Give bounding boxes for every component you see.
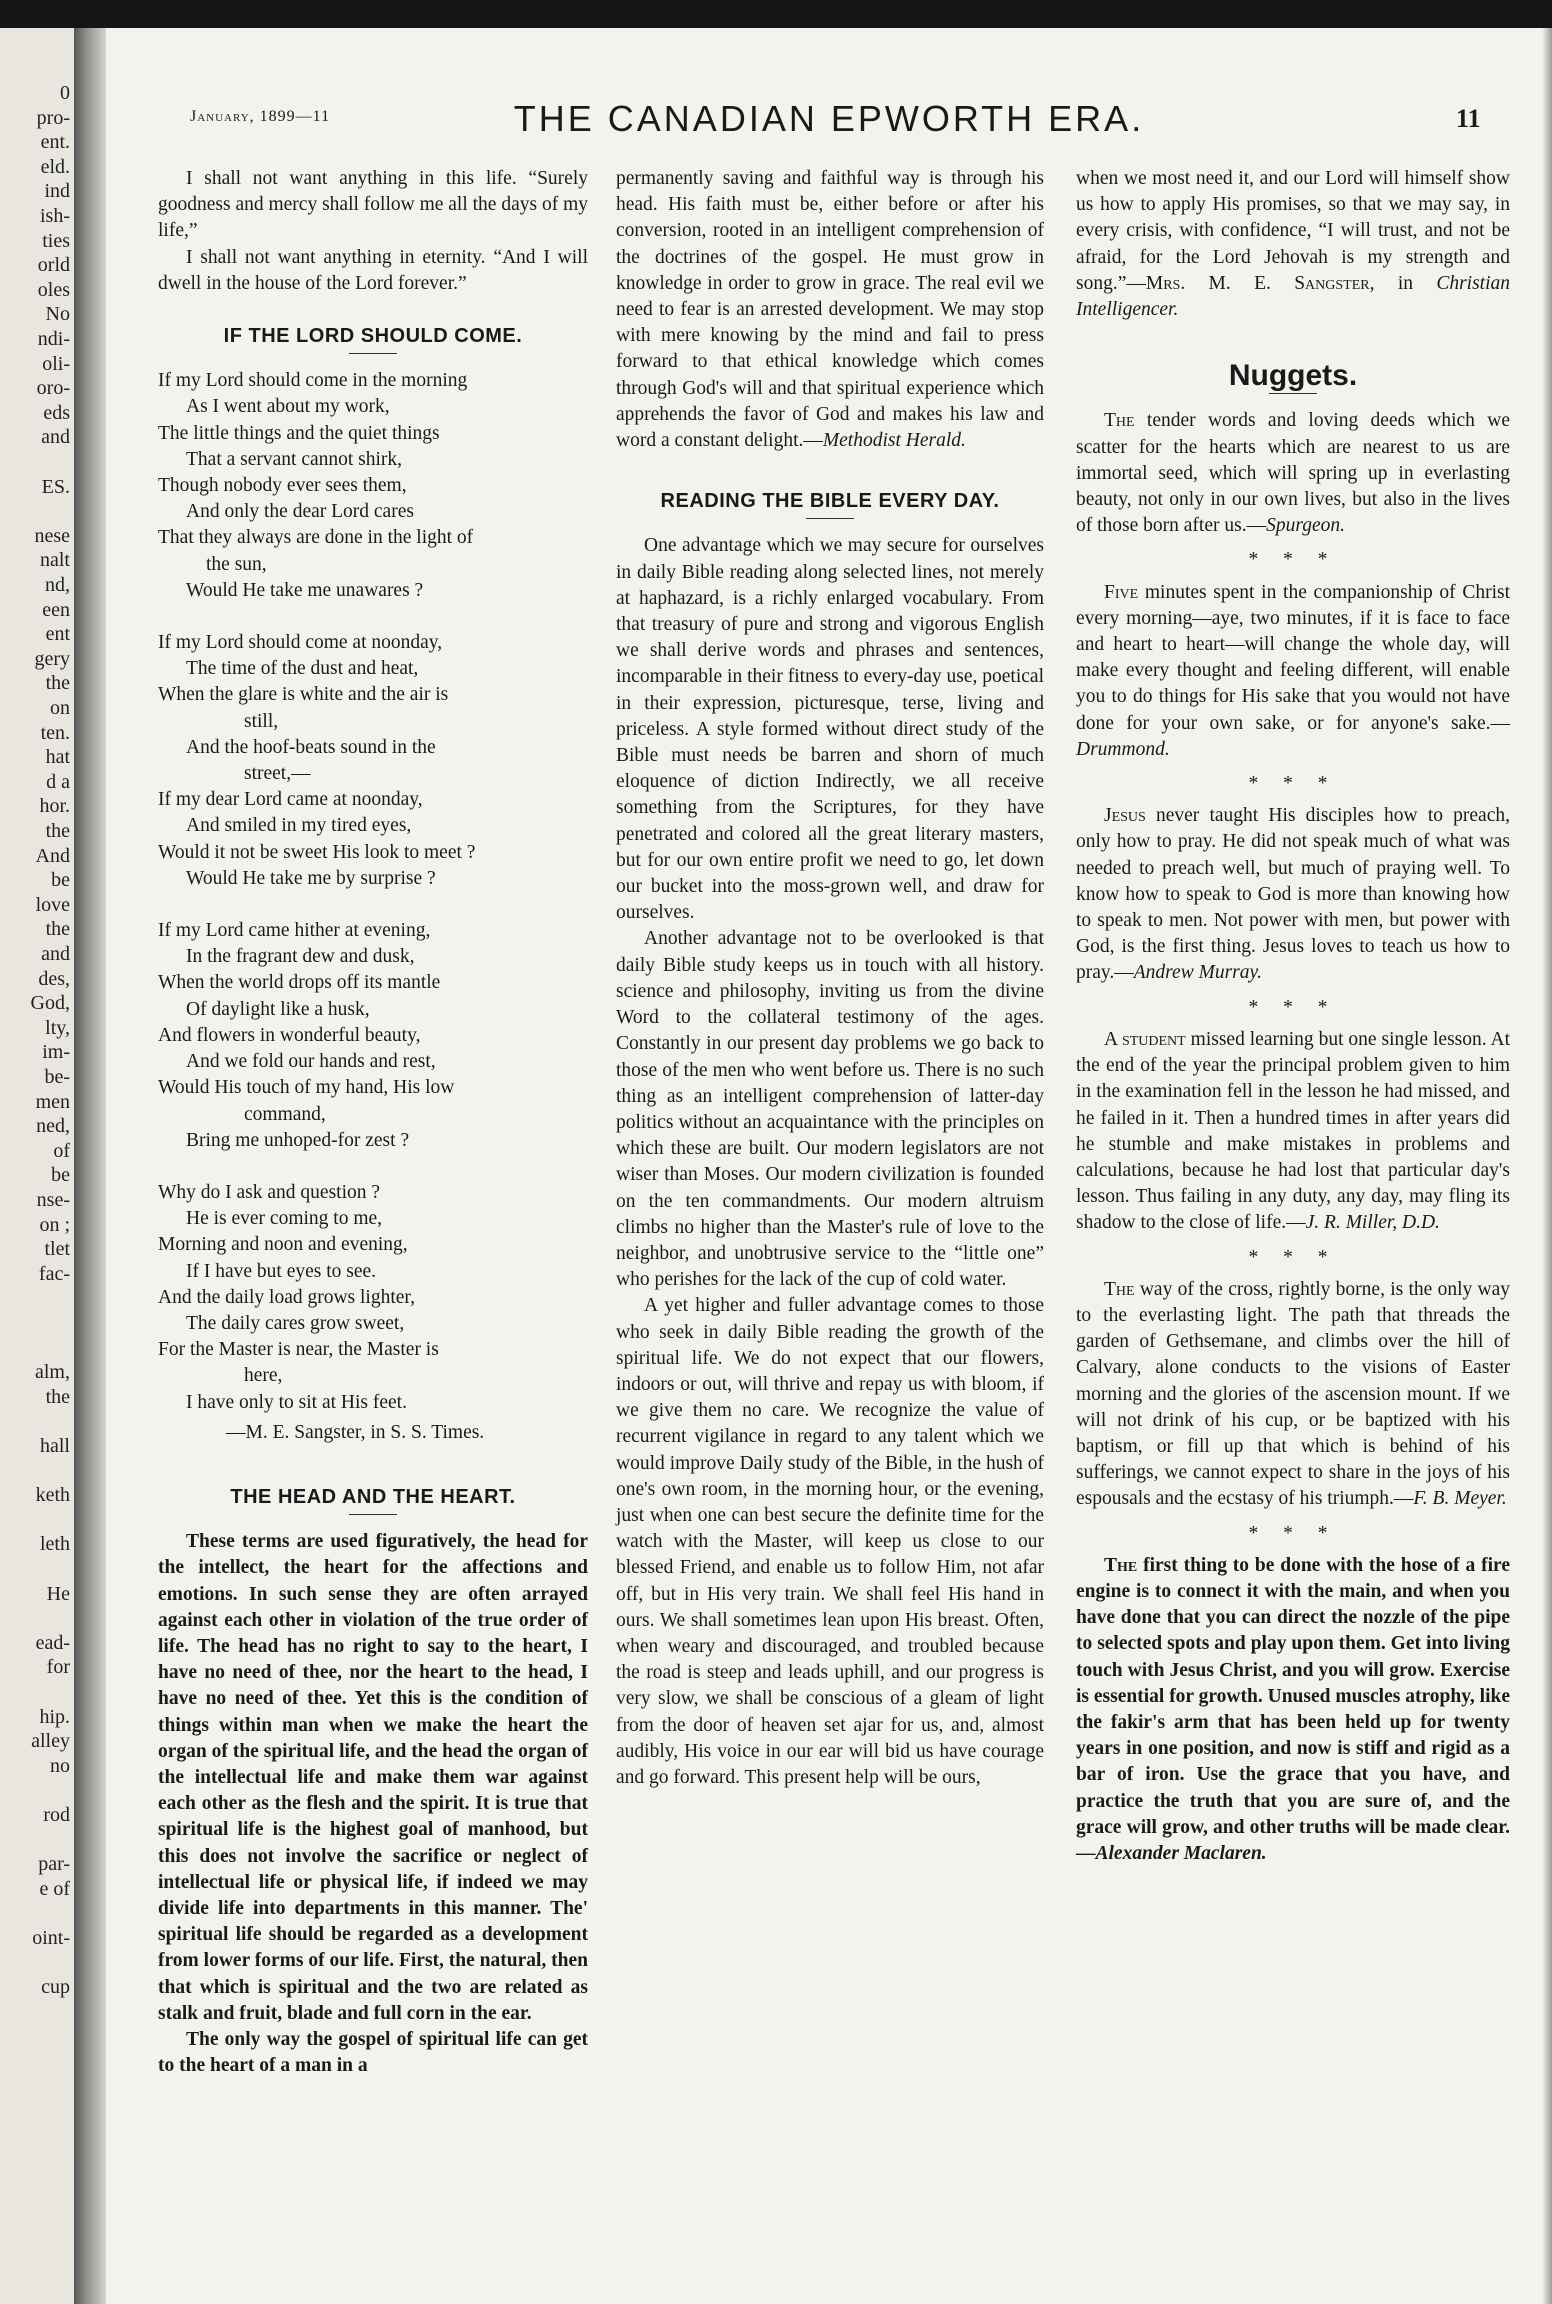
poem-line: Why do I ask and question ? <box>158 1181 381 1203</box>
adjacent-page-text-fragment: nse- <box>36 1189 70 1211</box>
poem-line: If I have but eyes to see. <box>186 1260 377 1282</box>
poem-line: For the Master is near, the Master is <box>158 1339 439 1361</box>
poem-line: That they always are done in the light of <box>158 527 474 549</box>
poem-line: here, <box>244 1365 283 1387</box>
poem-line: And smiled in my tired eyes, <box>186 815 412 837</box>
poem-line: The little things and the quiet things <box>158 422 440 444</box>
article-paragraph: These terms are used figuratively, the head for the intellect, the heart for the affections and emotions. In such sense they are often arrayed against each other in violation of the true order of life. The head has no right to say to the heart, I have no need of thee, nor the heart to the head, I have no need of thee. Yet this is the condition of things within man when we make the heart the organ of the spiritual life, and the head the organ of the intellectual life and make them war against each other as the flesh and the spirit. It is true that spiritual life is the highest goal of manhood, but this does not involve the sacrifice or neglect of intellectual life or physical life, if indeed we may divide life into departments in this manner. The' spiritual life should be regarded as a development from lower forms of our life. First, the natural, then that which is spiritual and the two are related as stalk and fruit, blade and full corn in the ear. <box>158 1531 589 2024</box>
adjacent-page-text-fragment: and <box>41 426 70 449</box>
adjacent-page-text-fragment: the <box>45 1385 70 1408</box>
adjacent-page-text-fragment: ties <box>42 229 70 252</box>
adjacent-page-text-fragment: tlet <box>44 1238 70 1261</box>
article-title: THE HEAD AND THE HEART. <box>230 1485 516 1508</box>
poem-line: He is ever coming to me, <box>186 1208 383 1230</box>
nugget-paragraph <box>1076 1027 1510 1237</box>
article-paragraph: A yet higher and fuller advantage comes to those who seek in daily Bible reading the growth of the spiritual life. We do not expect that our flowers, indoors or out, will thrive and repay us with bloom, if we give them no care. We recognize the value of recurrent vigilance in regard to any talent which we would improve Daily study of the Bible, in the hush of one's own room, in the morning hour, or the evening, just when one can best secure the definite time for the watch with the Master, will keep us close to our blessed Friend, and enable us to follow Him, not afar off, but in His very train. We shall feel His hand in ours. We shall sometimes lean upon His breast. Often, when weary and discouraged, and troubled because the road is steep and leads uphill, and our progress is very slow, we shall be conscious of a gleam of light from the door of heaven set ajar for us, and, almost audibly, His voice in our ear will bid us have courage and go forward. This present help will be ours, <box>616 1295 1044 1788</box>
lead-word: The <box>1104 1554 1138 1576</box>
asterism-divider: * * * <box>1248 549 1338 571</box>
page-edge-shadow <box>1542 28 1552 2304</box>
poem-title: IF THE LORD SHOULD COME. <box>223 325 523 348</box>
lead-word: A student <box>1104 1028 1186 1050</box>
poem-line: the sun, <box>206 553 267 575</box>
poem-line: Would He take me by surprise ? <box>186 867 436 889</box>
continued-paragraph <box>1076 166 1510 323</box>
adjacent-page-text-fragment: oro- <box>36 377 70 400</box>
poem-line: And the hoof-beats sound in the <box>186 736 436 758</box>
nugget-paragraph <box>1076 580 1510 763</box>
poem-line: If my Lord came hither at evening, <box>158 920 431 942</box>
newspaper-page <box>106 28 1552 2304</box>
nugget-text: never taught His disciples how to preach, only how to pray. He did not speak much of what was needed to preach well, but much of praying well. To know how to speak to God is more than knowing how to speak to men. Not power with men, but power with God, is the first thing. Jesus loves to teach us how to pray.— <box>1076 805 1510 984</box>
poem-line: In the fragrant dew and dusk, <box>186 946 415 968</box>
lead-word: The <box>1104 410 1135 432</box>
adjacent-page-text-fragment: hat <box>45 746 70 769</box>
poem-line: As I went about my work, <box>186 396 390 418</box>
nugget-text: missed learning but one single lesson. At the end of the year the principal problem given to him in the examination fell in the lesson he had missed, and he failed in it. Then a hundred times in after years did he stumble and make mistakes in problems and calculations, because he had lost that particular day's lesson. Thus failing in any duty, any day, may fling its shadow to the close of life.— <box>1076 1028 1510 1234</box>
poem-line: If my dear Lord came at noonday, <box>158 789 423 811</box>
adjacent-page-text-fragment: oles <box>37 278 70 301</box>
adjacent-page-text-fragment: alm, <box>35 1361 70 1384</box>
adjacent-page-text-fragment: 0 <box>60 82 70 104</box>
adjacent-page-text-fragment: hip. <box>39 1705 70 1728</box>
poem-line: And flowers in wonderful beauty, <box>158 1024 421 1046</box>
poem-line: The daily cares grow sweet, <box>186 1312 405 1334</box>
poem-line: And the daily load grows lighter, <box>158 1286 416 1308</box>
adjacent-page-text-fragment: oint- <box>32 1927 70 1949</box>
poem-stanza <box>158 630 588 892</box>
poem-line: Morning and noon and evening, <box>158 1234 408 1256</box>
adjacent-page-text-fragment: No <box>45 303 70 326</box>
adjacent-page-text-fragment: nd, <box>45 574 70 596</box>
adjacent-page-text-fragment: be- <box>44 1066 70 1088</box>
poem-line: Would He take me unawares ? <box>186 579 424 601</box>
nugget-text: first thing to be done with the hose of a fire engine is to connect it with the main, and when you have done that you can direct the nozzle of the pipe to selected spots and play upon them. Get into living touch with Jesus Christ, and you will grow. Exercise is essential for growth. Unused muscles atrophy, like the fakir's arm that has been held up for twenty years in one position, and now is stiff and rigid as a bar of iron. Use the grace that you have, and practice the truth that you are sure of, and the grace will grow, and other truths will be made clear.— <box>1076 1554 1510 1864</box>
article-paragraph: One advantage which we may secure for ourselves in daily Bible reading along selected lines, not merely at haphazard, is a richly enlarged vocabulary. From that treasury of pure and strong and vigorous English we shall derive words and phrases and sentences, incomparable in their fitness to every-day use, poetical in their expression, picturesque, terse, living and priceless. A style formed without direct study of the Bible must needs be barren and shorn of much eloquence of diction Indirectly, we all receive something from the Scriptures, for they have penetrated and colored all the great literary masters, but for our own entire profit we need to go, let down our bucket into the moss-grown well, and draw for ourselves. <box>616 535 1044 924</box>
nugget-author: F. B. Meyer. <box>1413 1488 1507 1510</box>
adjacent-page-text-fragment: im- <box>42 1041 70 1064</box>
poem-line: And only the dear Lord cares <box>186 501 414 523</box>
poem-line: That a servant cannot shirk, <box>186 448 403 470</box>
column-3 <box>1076 166 1510 1867</box>
adjacent-page-text-fragment: ead- <box>35 1631 70 1654</box>
adjacent-page-text-fragment: no <box>50 1754 70 1777</box>
poem-stanza <box>158 918 588 1154</box>
article-paragraph: Another advantage not to be overlooked is that daily Bible study keeps us in touch with all history. science and philosophy, inviting us from the divine Word to the collateral testimony of the ages. Constantly in our present day problems we go back to those of the men who went before us. There is no such thing as an intelligent comprehension of latter-day politics without an acquaintance with the principles on which these are built. Our modern legislators are not wiser than Moses. Our modern civilization is founded on the ten commandments. Our modern altruism climbs no higher than the Master's rule of love to the neighbor, and unobtrusive service to the “little one” who perishes for the lack of the cup of cold water. <box>616 928 1044 1291</box>
lead-word: The <box>1104 1278 1135 1300</box>
poem-line: Would it not be sweet His look to meet ? <box>158 841 476 863</box>
connector-text: in <box>1374 272 1437 294</box>
adjacent-page-text-fragment: ES. <box>41 475 70 498</box>
continued-text: when we most need it, and our Lord will himself show us how to apply His promises, so that we may say, in every crisis, with confidence, “I will trust, and not be afraid, for the Lord Jehovah is my strength and song.”— <box>1076 168 1510 294</box>
poem-line: street,— <box>244 763 311 785</box>
nugget-author: Spurgeon. <box>1266 515 1345 537</box>
adjacent-page-text-fragment: ndi- <box>37 328 70 350</box>
adjacent-page-text-fragment: gery <box>34 647 70 670</box>
poem-line: Would His touch of my hand, His low <box>158 1077 455 1099</box>
adjacent-page-text-fragment: ent. <box>40 131 70 154</box>
continued-text: permanently saving and faithful way is through his head. His faith must be, either before or after his conversion, rooted in an intelligent comprehension of the doctrines of the gospel. He must grow in knowledge in order to grow in grace. The real evil we need to fear is an arrested development. We may stop with mere knowing by the mind and fail to press forward to that ethical knowledge which comes through God's will and that spiritual experience which apprehends the favor of God and makes his law and word a constant delight.— <box>616 168 1044 452</box>
adjacent-page-text-fragment: een <box>42 598 70 621</box>
adjacent-page-text-fragment: alley <box>31 1730 70 1753</box>
poem-line: If my Lord should come in the morning <box>158 370 468 392</box>
title-rule <box>349 1514 397 1515</box>
intro-paragraph: I shall not want anything in this life. “Surely goodness and mercy shall follow me all the days of my life,” <box>158 168 588 242</box>
adjacent-page-text-fragment: God, <box>30 992 70 1015</box>
adjacent-page-text-fragment: be <box>51 869 70 892</box>
scan-top-edge <box>0 0 1552 28</box>
adjacent-page-text-fragment: orld <box>37 254 70 277</box>
adjacent-page-text-fragment: He <box>46 1582 70 1605</box>
nugget-text: minutes spent in the companionship of Christ every morning—aye, two minutes, if it is face to face and heart to heart—will change the whole day, will make every thought and feeling different, will enable you to do things for His sake that you would not have done for your own sake, or for anyone's sake.— <box>1076 581 1510 734</box>
adjacent-page-text-fragment: ish- <box>40 205 70 227</box>
adjacent-page-text-fragment: lty, <box>45 1016 70 1039</box>
title-rule <box>806 518 854 519</box>
nugget-text: way of the cross, rightly borne, is the only way to the everlasting light. The path that threads the garden of Gethsemane, and climbs over the hill of Calvary, alone conducts to the visions of Easter morning and the glories of the ascension mount. If we will not drink of his cup, or be baptized with his baptism, or fill up that which is behind of his sufferings, we cannot expect to share in the joys of his espousals and the ecstasy of his triumph.— <box>1076 1278 1510 1510</box>
article-paragraph: The only way the gospel of spiritual life can get to the heart of a man in a <box>158 2029 588 2077</box>
nugget-paragraph <box>1076 408 1510 539</box>
adjacent-page-text-fragment: the <box>45 820 70 842</box>
nugget-paragraph <box>1076 1277 1510 1513</box>
title-rule <box>1269 393 1317 394</box>
adjacent-page-text-fragment: nalt <box>40 549 70 572</box>
title-rule <box>349 353 397 354</box>
adjacent-page-text-fragment: be <box>51 1164 70 1187</box>
asterism-divider: * * * <box>1248 996 1338 1018</box>
section-title: Nuggets. <box>1228 359 1358 393</box>
adjacent-page-text-fragment: leth <box>40 1533 70 1556</box>
adjacent-page-text-fragment: keth <box>35 1484 70 1507</box>
adjacent-page-text-fragment: rod <box>43 1804 70 1826</box>
adjacent-page-text-fragment: the <box>45 672 70 695</box>
nugget-paragraph <box>1076 803 1510 986</box>
intro-paragraph: I shall not want anything in eternity. “And I will dwell in the house of the Lord forever.” <box>158 246 588 294</box>
adjacent-page-text-fragment: ind <box>44 180 70 203</box>
adjacent-page-text-fragment: nese <box>34 524 70 547</box>
column-2 <box>616 166 1044 1791</box>
adjacent-page-text-fragment: d a <box>46 770 70 793</box>
poem-line: If my Lord should come at noonday, <box>158 632 443 654</box>
asterism-divider: * * * <box>1248 773 1338 795</box>
adjacent-page-text-fragment: men <box>35 1090 70 1113</box>
adjacent-page-text-fragment: eds <box>43 401 70 424</box>
adjacent-page-text-fragment: the <box>45 918 70 941</box>
lead-word: Five <box>1104 581 1139 603</box>
adjacent-page-text-fragment: fac- <box>38 1262 70 1285</box>
adjacent-page-text-fragment: pro- <box>36 106 70 129</box>
adjacent-page-text-fragment: of <box>53 1139 70 1162</box>
issue-date: January, 1899—11 <box>190 108 331 125</box>
adjacent-page-text-fragment: and <box>41 943 70 965</box>
nugget-text: tender words and loving deeds which we scatter for the hearts which are nearest to us are immortal seed, which will spring up in everlasting beauty, not only in our own lives, but also in the lives of those born after us.— <box>1076 410 1510 537</box>
adjacent-page-text-fragment: e of <box>39 1877 70 1900</box>
adjacent-page-text-fragment: ned, <box>36 1115 70 1138</box>
poem-line: I have only to sit at His feet. <box>186 1391 407 1413</box>
adjacent-page-text-fragment: on <box>50 697 70 719</box>
adjacent-page-text-fragment: love <box>35 893 70 916</box>
adjacent-page-text-fragment: eld. <box>40 155 70 178</box>
adjacent-page-text-fragment: And <box>35 844 70 867</box>
source-citation: Methodist Herald. <box>822 430 966 452</box>
adjacent-page-text-fragment: on ; <box>39 1213 70 1236</box>
poem-line: When the world drops off its mantle <box>158 972 441 994</box>
lead-word: Jesus <box>1104 805 1146 827</box>
source-citation: Christian Intelligencer. <box>1076 272 1510 321</box>
nugget-paragraph <box>1076 1553 1510 1867</box>
nugget-author: Andrew Murray. <box>1133 962 1262 984</box>
adjacent-page-text-fragment: hor. <box>39 795 70 818</box>
article-title: READING THE BIBLE EVERY DAY. <box>660 490 1000 513</box>
poem-line: Of daylight like a husk, <box>186 998 370 1020</box>
poem-line: And we fold our hands and rest, <box>186 1051 436 1073</box>
adjacent-page-text-fragment: oli- <box>42 352 70 375</box>
nugget-author: J. R. Miller, D.D. <box>1305 1212 1440 1234</box>
adjacent-page-text-fragment: for <box>46 1656 70 1679</box>
adjacent-page-text-fragment: par- <box>38 1853 70 1876</box>
author-name: Mrs. M. E. Sangster, <box>1145 272 1375 294</box>
book-gutter <box>74 28 106 2304</box>
poem-line: When the glare is white and the air is <box>158 684 449 706</box>
poem-line: Bring me unhoped-for zest ? <box>186 1129 410 1151</box>
poem-line: Though nobody ever sees them, <box>158 475 407 497</box>
adjacent-page-text-fragment: des, <box>38 967 70 990</box>
poem-line: The time of the dust and heat, <box>186 658 419 680</box>
adjacent-page-text-fragment: ent <box>45 623 70 646</box>
poem-attribution: —M. E. Sangster, in S. S. Times. <box>226 1421 485 1443</box>
poem-line: command, <box>244 1103 326 1125</box>
asterism-divider: * * * <box>1248 1246 1338 1268</box>
masthead-title: THE CANADIAN EPWORTH ERA. <box>513 98 1145 139</box>
adjacent-page-text-fragment: cup <box>41 1976 70 1999</box>
continued-paragraph <box>616 166 1044 454</box>
adjacent-page-text-fragment: ten. <box>40 721 70 744</box>
page-number: 11 <box>1456 104 1481 133</box>
asterism-divider: * * * <box>1248 1522 1338 1544</box>
adjacent-page-text-fragment: hall <box>40 1435 70 1457</box>
poem-stanza <box>158 1180 588 1416</box>
poem-stanza <box>158 368 588 604</box>
column-1 <box>158 166 588 2079</box>
poem-line: still, <box>244 710 279 732</box>
nugget-author: Alexander Maclaren. <box>1095 1842 1267 1864</box>
adjacent-page-edge <box>0 28 74 2304</box>
nugget-author: Drummond. <box>1076 738 1170 760</box>
